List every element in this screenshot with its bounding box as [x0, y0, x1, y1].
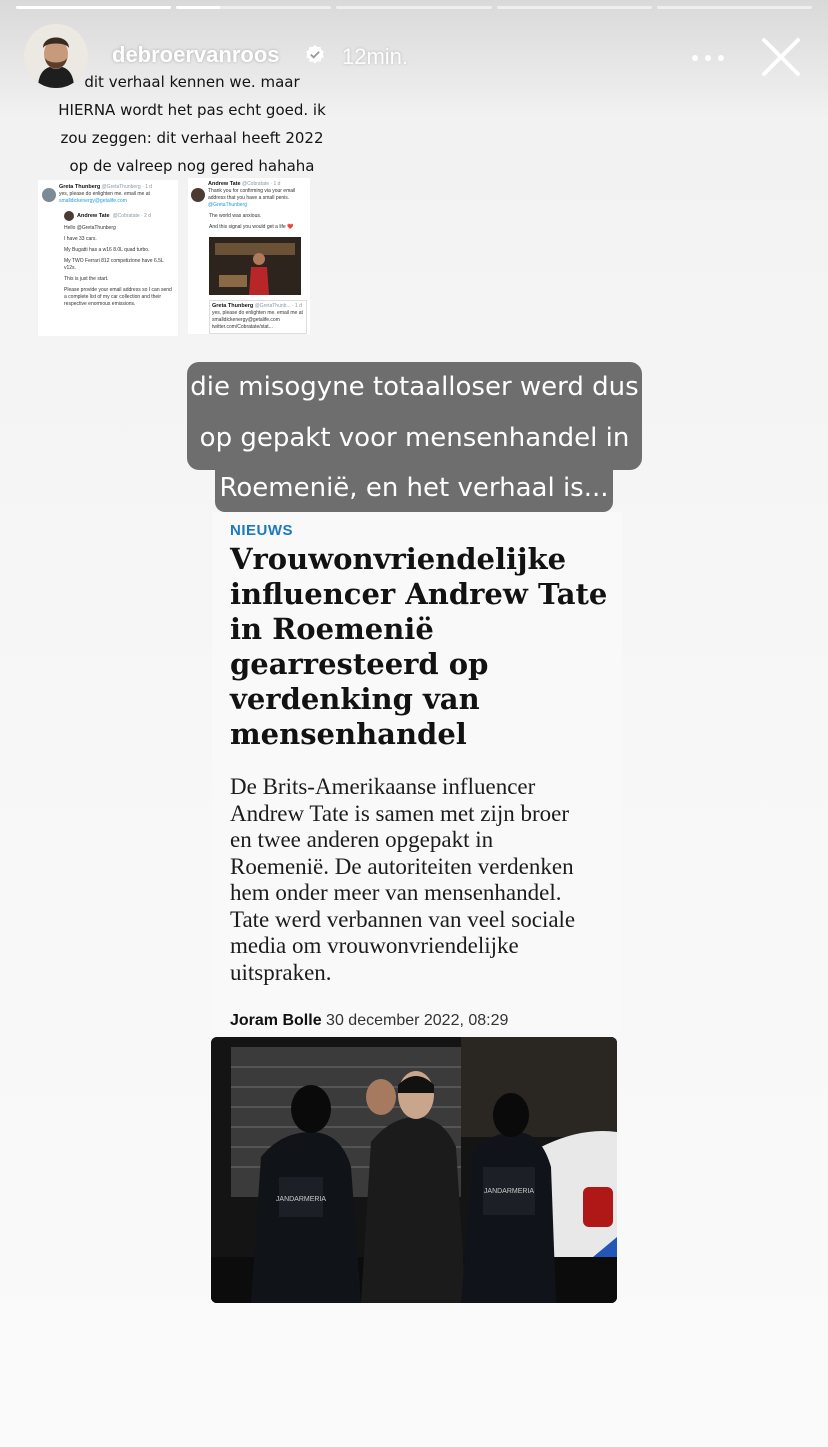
tweet-handle: @Cobratate · 1 d — [242, 181, 281, 187]
story-progress-segment — [497, 6, 652, 9]
tweet-handle: @GretaThunb... · 1 d — [254, 303, 302, 309]
post-time: 12min. — [342, 44, 409, 69]
tweet-mention: @GretaThunberg — [208, 202, 247, 208]
tweet-reply — [64, 211, 174, 308]
tweet-handle: @GretaThunberg · 1 d — [101, 184, 153, 190]
tweet-screenshot-right — [188, 178, 310, 334]
article-headline: Vrouwonvriendelijke influencer Andrew Tate in Roemenië gearresteerd op verdenking van mensenhandel — [230, 542, 608, 751]
story-progress-segment — [176, 6, 331, 9]
tweet-author: Greta Thunberg — [212, 303, 254, 309]
more-dot — [718, 55, 724, 61]
tweet-meta — [59, 184, 152, 205]
story-progress-segment — [657, 6, 812, 9]
arrest-photo-image — [211, 1037, 617, 1303]
story-text-overlay-line-2: op gepakt voor mensenhandel in — [187, 412, 642, 470]
quoted-tweet — [209, 300, 307, 334]
story-progress-bar — [16, 6, 812, 9]
tweet-link: twitter.com/Cobratate/stat... — [212, 324, 273, 330]
article-lead: De Brits-Amerikaanse influencer Andrew Tate is samen met zijn broer en twee anderen opgepakt in Roemenië. De autoriteiten verdenken hem onder meer van mensenhandel. Tate werd verbannen van veel sociale media om vrouwonvriendelijke uitspraken. — [230, 774, 576, 985]
tweet-text: yes, please do enlighten me. email me at — [59, 191, 150, 197]
tweet-line: Please provide your email address so I can send a complete list of my car collection and their respective enormous emissions. — [64, 287, 172, 307]
vest-label: JANDARMERIA — [275, 1196, 327, 1203]
more-options-button[interactable] — [688, 42, 728, 72]
article-author: Joram Bolle — [230, 1012, 322, 1029]
vest-label: JANDARMERIA — [483, 1188, 535, 1195]
tweet-line: The world was anxious. — [209, 213, 262, 219]
news-article-screenshot — [212, 512, 622, 1032]
tweet-photo-image — [209, 237, 301, 295]
tweet-handle: @Cobratate · 2 d — [112, 212, 152, 219]
tweet-line: This is just the start. — [64, 276, 109, 282]
story-progress-segment — [16, 6, 171, 9]
tweet-line: My Bugatti has a w16 8.0L quad turbo. — [64, 247, 150, 253]
story-caption: dit verhaal kennen we. maar HIERNA wordt het pas echt goed. ik zou zeggen: dit verhaal heeft 2022 op de valreep nog gered hahaha — [58, 73, 326, 175]
tweet-header — [64, 211, 174, 221]
tweet-line: And this signal you would get a life ❤️ — [209, 224, 294, 230]
verified-badge-icon — [304, 44, 326, 66]
story-text-overlay-line-3: Roemenië, en het verhaal is... — [215, 470, 613, 512]
tweet-body — [209, 213, 307, 334]
tweet-avatar — [42, 188, 56, 202]
tweet-author: Andrew Tate — [77, 212, 110, 219]
article-kicker: NIEUWS — [230, 522, 293, 539]
tweet-text: Thank you for confirming via your email address that you have a small penis. — [208, 188, 296, 201]
more-dot — [692, 55, 698, 61]
progress-fill — [16, 6, 171, 9]
tweet-avatar — [191, 188, 205, 202]
tweet-text: yes, please do enlighten me. email me at smalldickenergy@getalife.com — [212, 310, 303, 323]
article-byline — [230, 1012, 508, 1030]
article-date: 30 december 2022, 08:29 — [326, 1012, 509, 1029]
progress-fill — [176, 6, 219, 9]
story-text-overlay-line-1: die misogyne totaalloser werd dus — [187, 362, 642, 412]
story-progress-segment — [336, 6, 491, 9]
tweet-link: smalldickenergy@getalife.com — [59, 198, 127, 204]
tweet-author: Andrew Tate — [208, 181, 241, 187]
more-dot — [705, 55, 711, 61]
tweet-photo — [209, 237, 301, 295]
username[interactable]: debroervanroos — [112, 42, 280, 67]
tweet-line: My TWO Ferrari 812 competizione have 6.5L v12s. — [64, 258, 164, 271]
tweet-line: I have 33 cars. — [64, 236, 97, 242]
tweet-line: Hello @GretaThunberg — [64, 225, 116, 231]
tweet-meta — [208, 181, 307, 209]
close-icon[interactable] — [758, 34, 804, 80]
tweet-header — [42, 184, 174, 205]
tweet-avatar — [64, 211, 74, 221]
article-photo — [211, 1037, 617, 1303]
tweet-author: Greta Thunberg — [59, 184, 101, 190]
tweet-header — [191, 181, 307, 209]
tweet-screenshot-left — [38, 180, 178, 336]
